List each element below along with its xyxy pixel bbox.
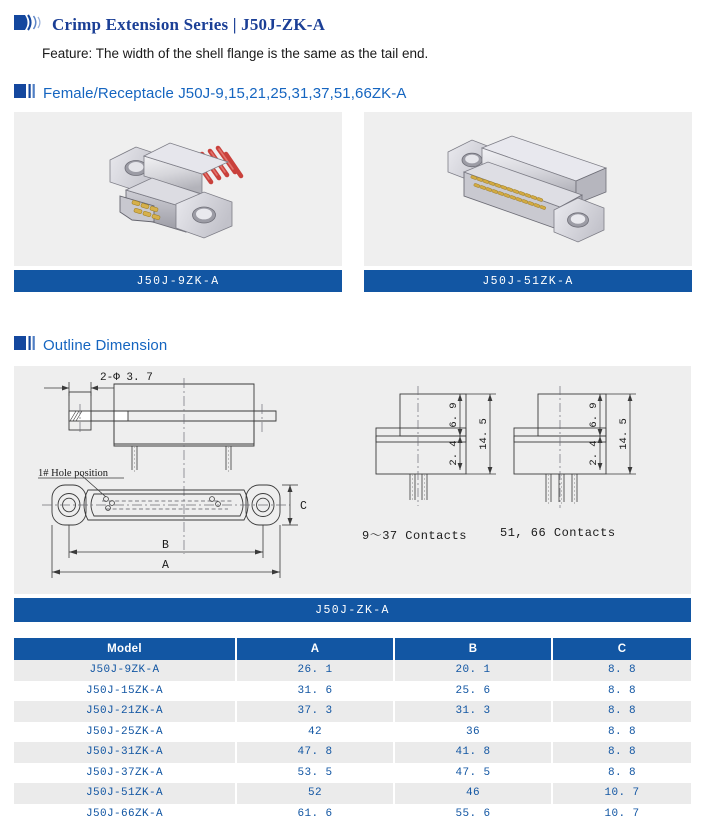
column-header-a: A: [236, 638, 394, 660]
dim-a-cell: 42: [236, 722, 394, 743]
product-panel-1: [14, 112, 342, 292]
product-panel-2: [364, 112, 692, 292]
dim-c-cell: 8. 8: [552, 742, 691, 763]
table-row: [14, 804, 691, 824]
dim-total-height-mid: 14. 5: [478, 418, 490, 450]
dim-b-cell: 20. 1: [394, 660, 552, 681]
dim-a-cell: 47. 8: [236, 742, 394, 763]
outline-dimension-drawing: [14, 366, 691, 594]
column-header-c: C: [552, 638, 691, 660]
model-cell: J50J-21ZK-A: [14, 701, 236, 722]
dim-b-cell: 31. 3: [394, 701, 552, 722]
section-header-outline: [14, 336, 167, 355]
square-bars-icon: [14, 336, 36, 355]
table-row: [14, 763, 691, 784]
dim-total-height-right: 14. 5: [618, 418, 630, 450]
dim-c-cell: 8. 8: [552, 701, 691, 722]
dim-c-cell: 10. 7: [552, 804, 691, 824]
table-row: [14, 701, 691, 722]
model-cell: J50J-9ZK-A: [14, 660, 236, 681]
dim-a-cell: 53. 5: [236, 763, 394, 784]
dim-label-a: A: [162, 559, 169, 572]
column-header-b: B: [394, 638, 552, 660]
double-chevron-block-icon: [14, 14, 44, 36]
table-row: [14, 681, 691, 702]
section-title-female: Female/Receptacle J50J-9,15,21,25,31,37,51,66ZK-A: [43, 85, 406, 102]
product-image-panels: [14, 112, 691, 292]
dim-c-cell: 8. 8: [552, 660, 691, 681]
table-row: [14, 722, 691, 743]
dim-upper-height-mid: 6. 9: [448, 402, 460, 427]
dim-a-cell: 37. 3: [236, 701, 394, 722]
dim-a-cell: 52: [236, 783, 394, 804]
column-header-model: Model: [14, 638, 236, 660]
table-header-row: [14, 638, 691, 660]
table-row: [14, 783, 691, 804]
dim-lower-height-mid: 2. 4: [448, 440, 460, 465]
view-label-51-66-contacts: 51, 66 Contacts: [500, 526, 616, 540]
square-bars-icon: [14, 84, 36, 103]
dimension-table: [14, 638, 691, 824]
dim-hole-spec: 2-Φ 3. 7: [100, 372, 153, 384]
dim-a-cell: 26. 1: [236, 660, 394, 681]
page-title-row: [14, 14, 325, 36]
model-cell: J50J-15ZK-A: [14, 681, 236, 702]
dim-c-cell: 8. 8: [552, 681, 691, 702]
dim-upper-height-right: 6. 9: [588, 402, 600, 427]
dim-b-cell: 47. 5: [394, 763, 552, 784]
view-label-9-37-contacts: 9～37 Contacts: [362, 526, 467, 543]
dim-label-b: B: [162, 539, 169, 552]
section-header-female: [14, 84, 406, 103]
dim-c-cell: 10. 7: [552, 783, 691, 804]
model-cell: J50J-66ZK-A: [14, 804, 236, 824]
dim-hole-position: 1# Hole position: [38, 468, 109, 479]
section-title-outline: Outline Dimension: [43, 337, 167, 354]
connector-photo-9-contact: [14, 112, 342, 266]
connector-photo-51-contact: [364, 112, 692, 266]
panel-caption-2: J50J-51ZK-A: [364, 270, 692, 292]
feature-text: Feature: The width of the shell flange is the same as the tail end.: [42, 46, 428, 61]
dim-b-cell: 41. 8: [394, 742, 552, 763]
dim-label-c: C: [300, 500, 307, 513]
dim-lower-height-right: 2. 4: [588, 440, 600, 465]
table-row: [14, 660, 691, 681]
model-cell: J50J-51ZK-A: [14, 783, 236, 804]
dim-c-cell: 8. 8: [552, 722, 691, 743]
model-cell: J50J-25ZK-A: [14, 722, 236, 743]
dim-b-cell: 46: [394, 783, 552, 804]
dim-a-cell: 31. 6: [236, 681, 394, 702]
dim-c-cell: 8. 8: [552, 763, 691, 784]
dim-b-cell: 55. 6: [394, 804, 552, 824]
dim-a-cell: 61. 6: [236, 804, 394, 824]
table-row: [14, 742, 691, 763]
page-title: Crimp Extension Series | J50J-ZK-A: [52, 15, 325, 35]
drawing-caption: J50J-ZK-A: [14, 598, 691, 622]
panel-caption-1: J50J-9ZK-A: [14, 270, 342, 292]
model-cell: J50J-37ZK-A: [14, 763, 236, 784]
dim-b-cell: 36: [394, 722, 552, 743]
dim-b-cell: 25. 6: [394, 681, 552, 702]
model-cell: J50J-31ZK-A: [14, 742, 236, 763]
